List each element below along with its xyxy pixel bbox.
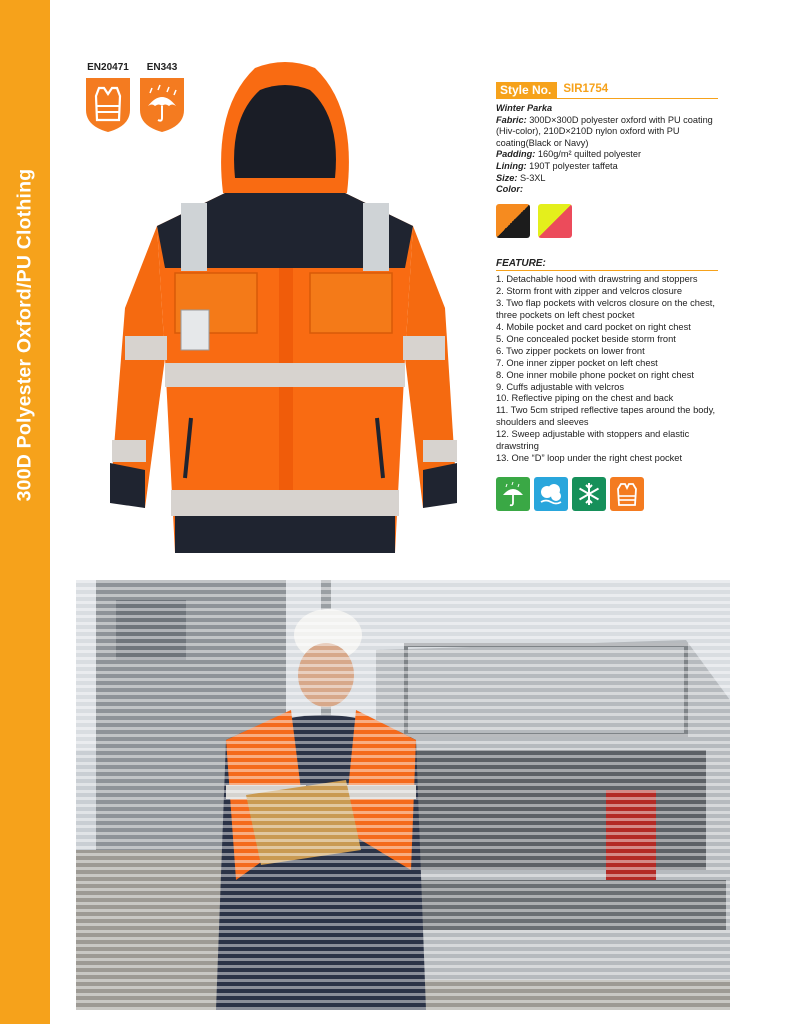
spec-size: Size: S-3XL — [496, 172, 546, 183]
feature-item: 2. Storm front with zipper and velcros closure — [496, 286, 683, 297]
feature-item: 13. One “D” loop under the right chest pocket — [496, 452, 683, 463]
feature-item: 12. Sweep adjustable with stoppers and elastic drawstring — [496, 429, 690, 452]
sidebar-band — [0, 0, 50, 1024]
color-swatches — [496, 204, 718, 238]
color-label: Color: — [496, 184, 524, 195]
feature-item: 1. Detachable hood with drawstring and stoppers — [496, 274, 698, 285]
feature-item: 9. Cuffs adjustable with velcros — [496, 381, 624, 392]
feature-item: 10. Reflective piping on the chest and back — [496, 393, 674, 404]
style-number-row — [496, 82, 718, 99]
product-specs — [496, 82, 718, 511]
cert-label: EN343 — [146, 62, 178, 73]
feature-icons — [496, 477, 718, 511]
spec-fabric: Fabric: 300D×300D polyester oxford with PU coating (Hiv-color), 210D×210D nylon oxford with PU coating(Black or Navy) — [496, 114, 713, 148]
worker-photo — [76, 580, 730, 1010]
feature-item: 8. One inner mobile phone pocket on right chest — [496, 369, 694, 380]
waterproof-umbrella-icon — [496, 477, 530, 511]
sidebar-title: 300D Polyester Oxford/PU Clothing — [13, 168, 36, 502]
feature-item: 3. Two flap pockets with velcros closure on the chest, three pockets on left chest pocket — [496, 298, 715, 321]
breathable-icon — [534, 477, 568, 511]
cert-label: EN20471 — [87, 62, 129, 73]
cold-snowflake-icon — [572, 477, 606, 511]
style-number: SIR1754 — [563, 83, 609, 96]
feature-item: 5. One concealed pocket beside storm front — [496, 333, 676, 344]
feature-list — [496, 274, 718, 465]
color-swatch-orange-black — [496, 204, 530, 238]
hi-vis-vest-icon — [610, 477, 644, 511]
feature-item: 6. Two zipper pockets on lower front — [496, 345, 645, 356]
parka-product-image — [105, 58, 465, 563]
feature-item: 7. One inner zipper pocket on left chest — [496, 357, 658, 368]
spec-lining: Lining: 190T polyester taffeta — [496, 160, 618, 171]
color-swatch-yellow-red — [538, 204, 572, 238]
spec-padding: Padding: 160g/m² quilted polyester — [496, 149, 642, 160]
feature-item: 11. Two 5cm striped reflective tapes around the body, shoulders and sleeves — [496, 405, 716, 428]
feature-item: 4. Mobile pocket and card pocket on right chest — [496, 321, 691, 332]
product-name: Winter Parka — [496, 103, 553, 113]
feature-heading: FEATURE: — [496, 258, 718, 272]
style-label: Style No. — [496, 82, 557, 98]
